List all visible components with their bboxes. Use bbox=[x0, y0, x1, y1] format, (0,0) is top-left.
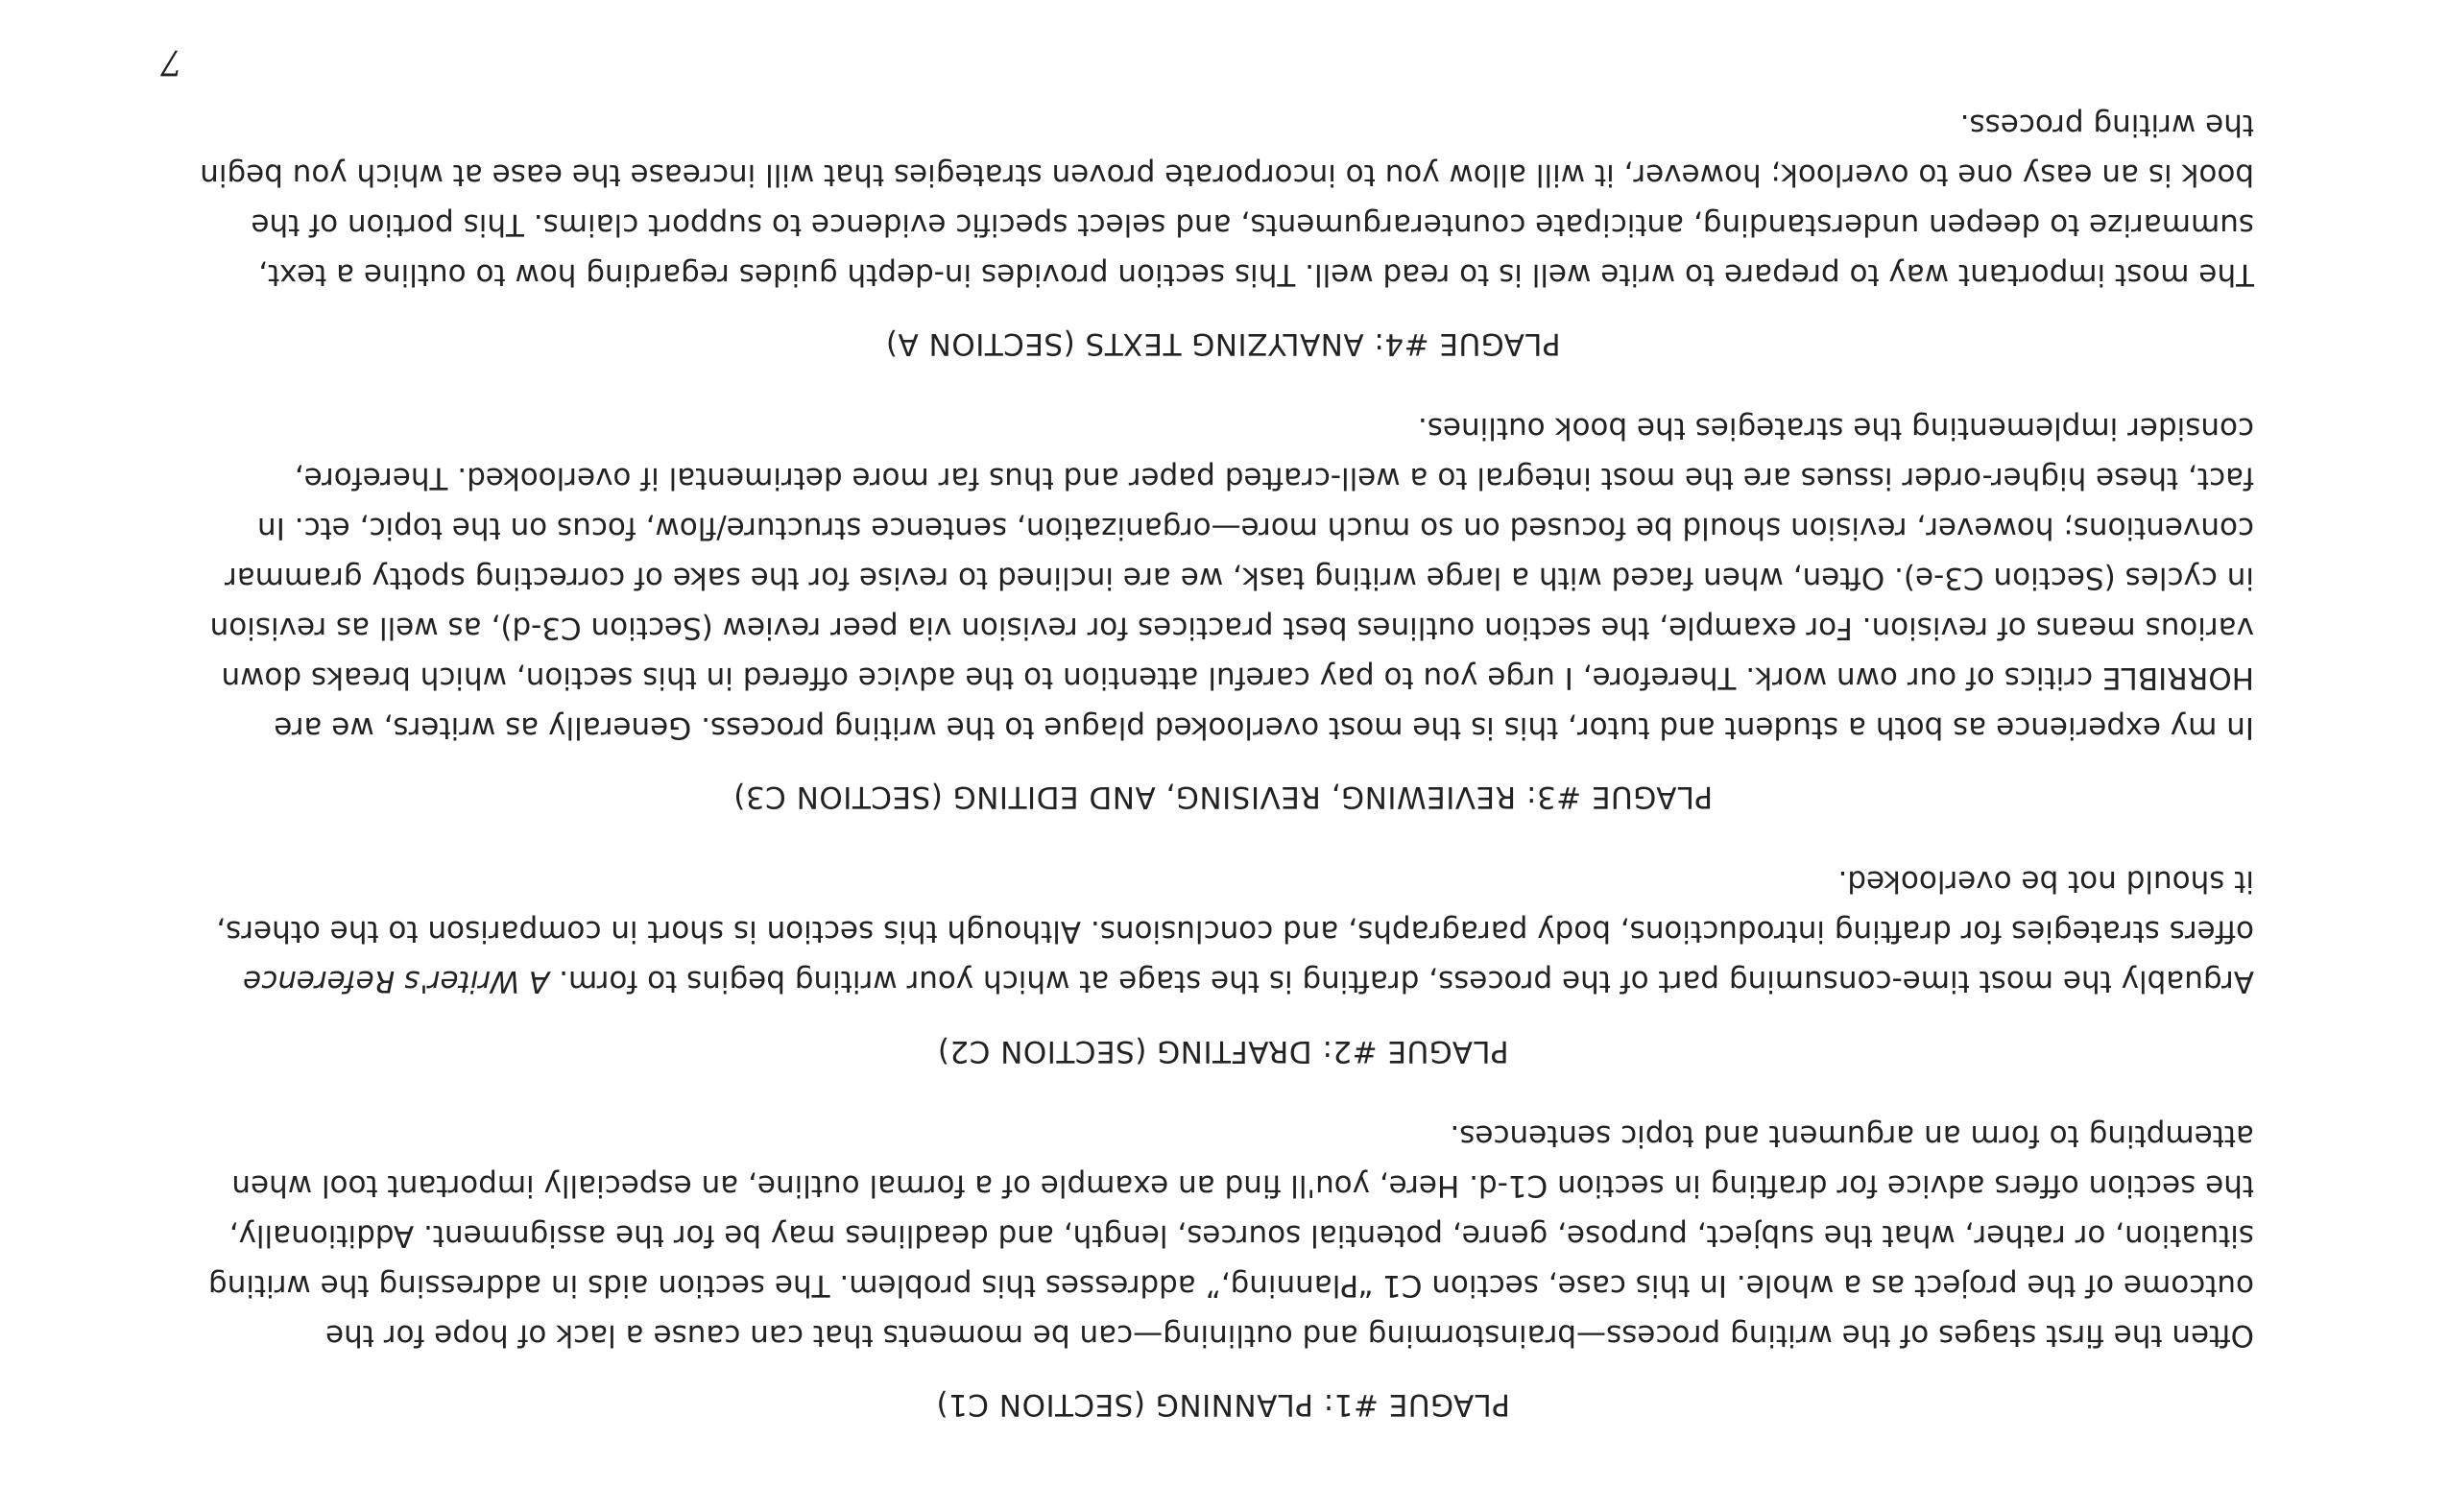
section-paragraph-planning: Often the first stages of the writing process—brainstorming and outlining—can be moments that can cause a lack of hope for the outcome of the project as a whole. In this case, section C1 “Planning,” addresses this problem. The section aids in addressing the writing situation, or rather, what the subject, purpose, genre, potential sources, length, and deadlines may be for the assignment. Additionally, the section offers advice for drafting in section C1-d. Here, you'll find an example of a formal outline, an especially important tool when attempting to form an argument and topic sentences. bbox=[208, 1117, 2254, 1353]
page-content bbox=[192, 60, 2254, 1424]
section-paragraph-analyzing: The most important way to prepare to write well is to read well. This section provides in-depth guides regarding how to outline a text, summarize to deepen understanding, anticipate counterarguments, and select specific evidence to support claims. This portion of the book is an easy one to overlook; however, it will allow you to incorporate proven strategies that will increase the ease at which you begin the writing process. bbox=[200, 107, 2254, 292]
section-heading-analyzing: PLAGUE #4: ANALYZING TEXTS (SECTION A) bbox=[885, 326, 1561, 362]
section-paragraph-reviewing: In my experience as both a student and tutor, this is the most overlooked plague to the writing process. Generally as writers, we are HORRIBLE critics of our own work. Therefore, I urge you to pay careful attention to the advice offered in this section, which breaks down various means of revision. For example, the section outlines best practices for revision via peer review (Section C3-d), as well as revision in cycles (Section C3-e). Often, when faced with a large writing task, we are inclined to revise for the sake of correcting spotty grammar conventions; however, revision should be focused on so much more—organization, sentence structure/flow, focus on the topic, etc. In fact, these higher-order issues are the most integral to a well-crafted paper and thus far more detrimental if overlooked. Therefore, consider implementing the strategies the book outlines. bbox=[209, 411, 2254, 746]
section-heading-drafting: PLAGUE #2: DRAFTING (SECTION C2) bbox=[937, 1033, 1509, 1068]
drafting-text-end: offers strategies for drafting introductions, body paragraphs, and conclusions. Although this section is short in comparison to the others, it should not be overlooked. bbox=[216, 864, 2254, 949]
drafting-text-start: Arguably the most time-consuming part of the process, drafting is the stage at which your writing begins to form. bbox=[549, 964, 2254, 999]
page-number: 7 bbox=[160, 42, 182, 82]
book-title-italic: A Writer's Reference bbox=[243, 964, 550, 999]
section-heading-planning: PLAGUE #1: PLANNING (SECTION C1) bbox=[936, 1387, 1510, 1422]
section-heading-reviewing: PLAGUE #3: REVIEWING, REVISING, AND EDITING (SECTION C3) bbox=[732, 780, 1714, 815]
section-paragraph-drafting bbox=[192, 856, 2254, 1006]
